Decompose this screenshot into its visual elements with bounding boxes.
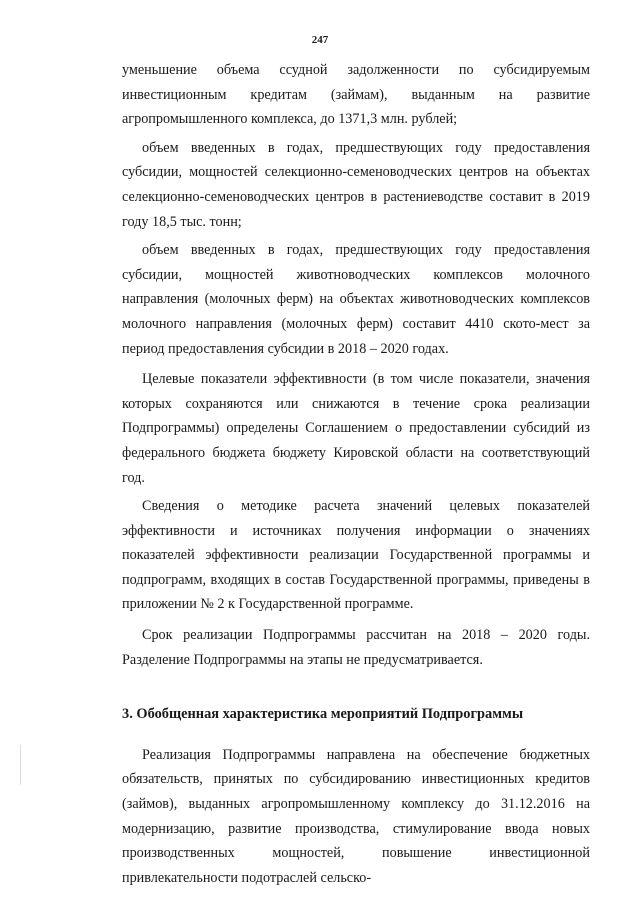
paragraph-subprogram-implementation: Реализация Подпрограммы направлена на обеспечение бюджетных обязательств, принятых по субсидированию инвестиционных кредитов (займов), выданных агропромышленному комплексу до 31.12.2016 на модернизацию, развитие производства, стимулирование ввода новых производственных мощностей, повышение инвестиционной привлекательности подотраслей сельско- (122, 746, 590, 886)
paragraph-target-indicators: Целевые показатели эффективности (в том числе показатели, значения которых сохраняются или снижаются в течение срока реализации Подпрограммы) определены Соглашением о предоставлении субсидий из федерального бюджета бюджету Кировской области на соответствующий год. (122, 371, 590, 486)
paragraph-methodology: Сведения о методике расчета значений целевых показателей эффективности и источниках получения информации о значениях показателей эффективности реализации Государственной программы и подпрограмм, входящих в состав Государственной программы, приведены в приложении № 2 к Государственной программе. (122, 498, 590, 613)
paragraph-implementation-period: Срок реализации Подпрограммы рассчитан на 2018 – 2020 годы. Разделение Подпрограммы на этапы не предусматривается. (122, 627, 590, 668)
paragraph-dairy-farms: объем введенных в годах, предшествующих году предоставления субсидии, мощностей животноводческих комплексов молочного направления (молочных ферм) на объектах животноводческих комплексов молочного направления (молочных ферм) составит 4410 ското-мест за период предоставления субсидии в 2018 – 2020 годах. (122, 242, 590, 357)
paragraph-debt-reduction: уменьшение объема ссудной задолженности по субсидируемым инвестиционным кредитам (займам), выданным на развитие агропромышленного комплекса, до 1371,3 млн. рублей; (122, 62, 590, 128)
page-number: 247 (311, 34, 329, 46)
section-heading: 3. Обобщенная характеристика мероприятий Подпрограммы (122, 706, 524, 723)
paragraph-seed-centers: объем введенных в годах, предшествующих году предоставления субсидии, мощностей селекционно-семеноводческих центров на объектах селекционно-семеноводческих центров в растениеводстве составит в 2019 году 18,5 тыс. тонн; (122, 139, 590, 230)
document-body (122, 58, 590, 894)
scan-margin-mark (20, 745, 21, 785)
